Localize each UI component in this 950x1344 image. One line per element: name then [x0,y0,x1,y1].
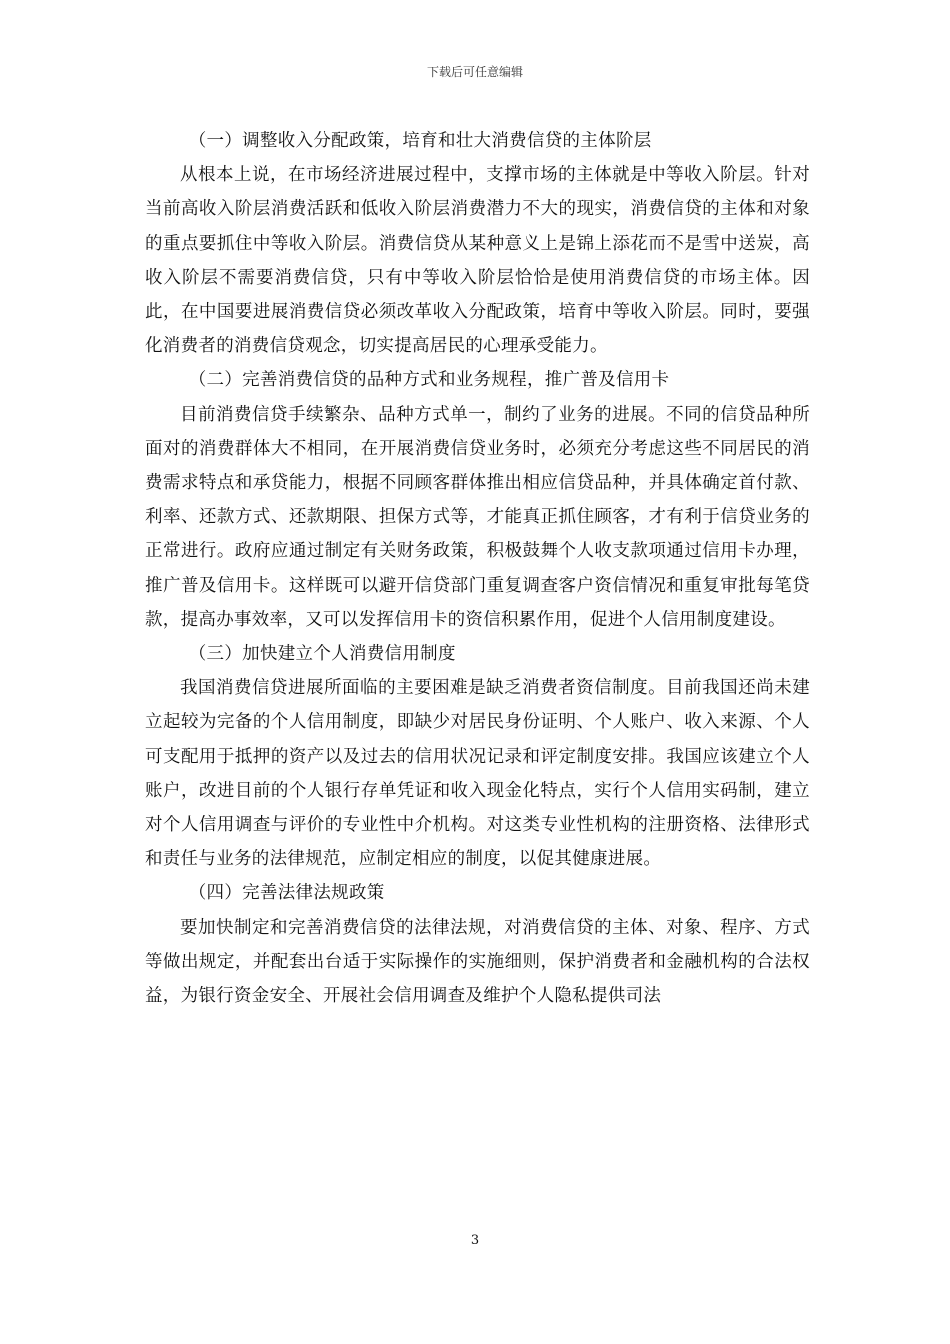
section-heading-1: （一）调整收入分配政策，培育和壮大消费信贷的主体阶层 [188,131,652,151]
section-paragraph-4: 要加快制定和完善消费信贷的法律法规，对消费信贷的主体、对象、程序、方式等做出规定，并配套出台适于实际操作的实施细则，保护消费者和金融机构的合法权益，为银行资金安全、开展社会信用调查及维护个人隐私提供司法 [145,917,810,1007]
section-paragraph-3: 我国消费信贷进展所面临的主要困难是缺乏消费者资信制度。目前我国还尚未建立起较为完备的个人信用制度，即缺少对居民身份证明、个人账户、收入来源、个人可支配用于抵押的资产以及过去的信用状况记录和评定制度安排。我国应该建立个人账户，改进目前的个人银行存单凭证和收入现金化特点，实行个人信用实码制，建立对个人信用调查与评价的专业性中介机构。对这类专业性机构的注册资格、法律形式和责任与业务的法律规范，应制定相应的制度，以促其健康进展。 [145,678,810,870]
section-heading-4: （四）完善法律法规政策 [188,883,385,904]
document-body [145,124,810,1013]
page-number: 3 [470,1233,480,1248]
section-heading-2: （二）完善消费信贷的品种方式和业务规程，推广普及信用卡 [188,370,670,391]
section-paragraph-2: 目前消费信贷手续繁杂、品种方式单一，制约了业务的进展。不同的信贷品种所面对的消费群体大不相同，在开展消费信贷业务时，必须充分考虑这些不同居民的消费需求特点和承贷能力，根据不同顾客群体推出相应信贷品种，并具体确定首付款、利率、还款方式、还款期限、担保方式等，才能真正抓住顾客，才有利于信贷业务的正常进行。政府应通过制定有关财务政策，积极鼓舞个人收支款项通过信用卡办理，推广普及信用卡。这样既可以避开信贷部门重复调查客户资信情况和重复审批每笔贷款，提高办事效率，又可以发挥信用卡的资信积累作用，促进个人信用制度建设。 [145,404,810,630]
section-paragraph-1: 从根本上说，在市场经济进展过程中，支撑市场的主体就是中等收入阶层。针对当前高收入阶层消费活跃和低收入阶层消费潜力不大的现实，消费信贷的主体和对象的重点要抓住中等收入阶层。消费信贷从某种意义上是锦上添花而不是雪中送炭，高收入阶层不需要消费信贷，只有中等收入阶层恰恰是使用消费信贷的市场主体。因此，在中国要进展消费信贷必须改革收入分配政策，培育中等收入阶层。同时，要强化消费者的消费信贷观念，切实提高居民的心理承受能力。 [145,165,810,357]
section-heading-3: （三）加快建立个人消费信用制度 [188,644,456,665]
page-header: 下载后可任意编辑 [426,65,523,79]
